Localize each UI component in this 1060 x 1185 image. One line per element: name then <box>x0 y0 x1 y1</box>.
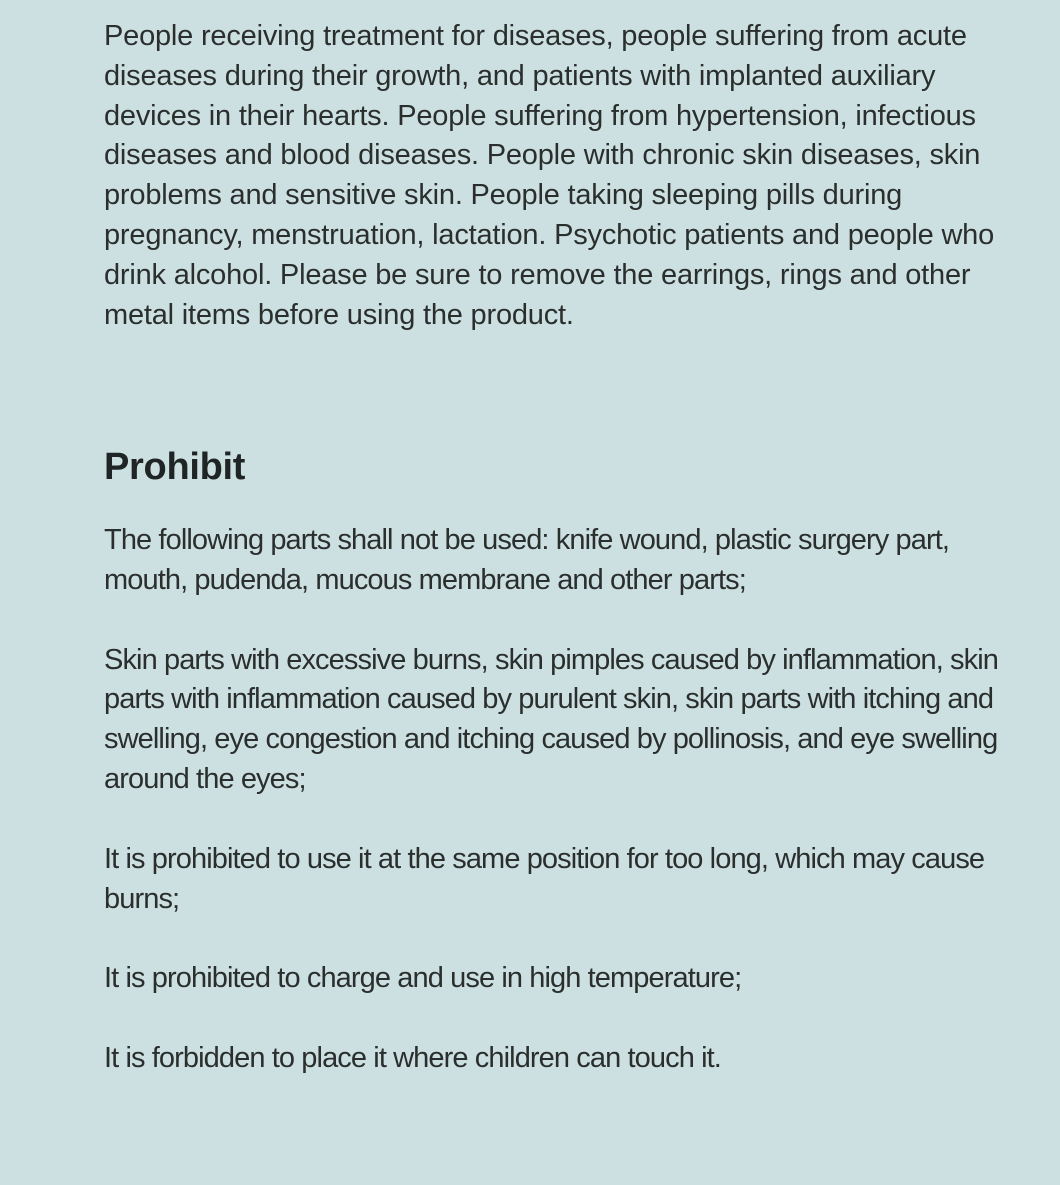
prohibit-item: It is forbidden to place it where children can touch it. <box>104 1042 721 1075</box>
intro-paragraph: People receiving treatment for diseases, people suffering from acute diseases during their growth, and patients with implanted auxiliary devices in their hearts. People suffering from hypertension, infectious diseases and blood diseases. People with chronic skin diseases, skin problems and sensitive skin. People taking sleeping pills during pregnancy, menstruation, lactation. Psychotic patients and people who drink alcohol. Please be sure to remove the earrings, rings and other metal items before using the product. <box>104 20 995 331</box>
prohibit-item: It is prohibited to use it at the same position for too long, which may cause burns; <box>104 842 985 915</box>
prohibit-item: Skin parts with excessive burns, skin pimples caused by inflammation, skin parts with inflammation caused by purulent skin, skin parts with itching and swelling, eye congestion and itching caused by pollinosis, and eye swelling around the eyes; <box>104 643 999 795</box>
prohibit-item: The following parts shall not be used: knife wound, plastic surgery part, mouth, pudenda, mucous membrane and other parts; <box>104 524 950 596</box>
prohibit-list <box>104 521 1034 1119</box>
prohibit-item: It is prohibited to charge and use in high temperature; <box>104 962 742 995</box>
prohibit-heading: Prohibit <box>104 446 246 488</box>
